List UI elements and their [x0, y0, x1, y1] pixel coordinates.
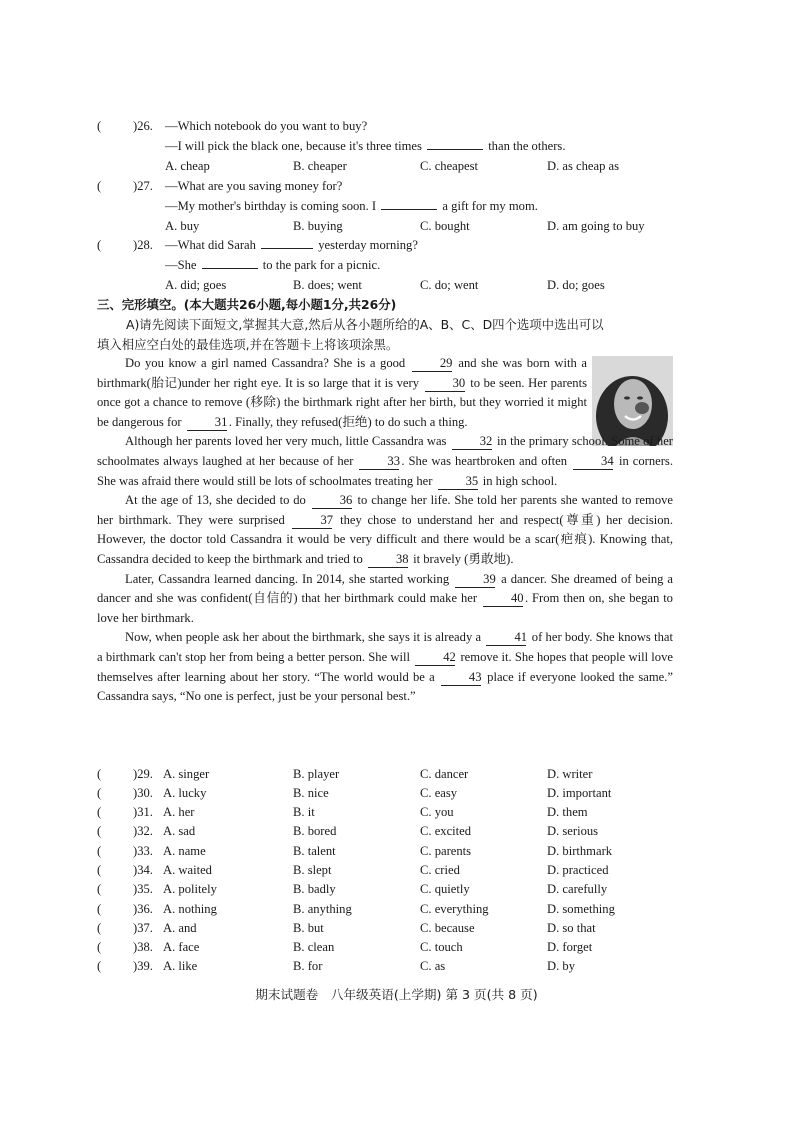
- option-b: B. badly: [293, 882, 336, 896]
- option-a: A. singer: [163, 767, 210, 781]
- option-a: A. waited: [163, 863, 212, 877]
- option-b: B. slept: [293, 863, 332, 877]
- answer-paren: (: [97, 882, 102, 896]
- question-line: —Which notebook do you want to buy?: [165, 119, 368, 133]
- exam-page: ( )26. —Which notebook do you want to buy? —I will pick the black one, because it's three times than the others. A. cheap B. cheaper C. cheapest D. as cheap as ( )27. —What are you saving money for? —My mother's birthday is coming soon. I a gift for my mom. A. buy B. buying C. bought D. am going to buy ( )28. —What did Sarah yesterday morning? —She to the park for a picnic. A. did; goes B. does; went C. do; went D. do; goes 三、完形填空。(本大题共26小题,每小题1分,共26分) A)请先阅读下面短文,掌握其大意,然后从各小题所给的A、B、C、D四个选项中选出可以 填入相应空白处的最佳选项,并在答题卡上将该项涂黑。 Do you know a girl named Cassandra? She is a good 29 and she was born with a birthmark(胎记)under her right eye. It is so large that it is very 30 to be seen. Her parents once got a chance to remove (移除) the birthmark right after her birth, but they worried it might be dangerous for 31. Finally, they refused(拒绝) to do such a thing. Although her parents loved her very much, little Cassandra was 32 in the primary school. Some of her schoolmates always laughed at her because of her 33. She was heartbroken and often 34 in corners. She was afraid there would still be lots of schoolmates treating her 35 in high school. At the age of 13, she decided to do 36 to change her life. She told her parents she wanted to remove her birthmark. They were surprised 37 they chose to understand her and respect(尊重) her decision. However, the doctor told Cassandra it would be very difficult and there would be a scar(疤痕). Knowing that, Cassandra decided to keep the birthmark and tried to 38 it bravely (勇敢地). Later, Cassandra learned dancing. In 2014, she started working 39 a dancer. She dreamed of being a dancer and she was confident(自信的) that her birthmark could make her 40. From then on, she began to love her birthmark. Now, when people ask her about the birthmark, she says it is already a 41 of her body. She knows that a birthmark can't stop her from being a better person. She will 42 remove it. She hopes that people will love themselves after learning about her story. “The world would be a 43 place if everyone looked the same.” Cassandra says, “No one is perfect, just be your personal best.” ( )29. A. singer B. player C. dancer D. writer ( )30. A. lucky B. nice C. easy D. important ( )31. A. her B. it C. you D. them ( )32. A. sad B. bored C. excited D. serious ( )33. A. name B. talent C. parents D. birthmark ( )34. A. waited B. slept C. cried D. practiced ( )35. A. politely B. badly C. quietly D. carefully ( )36. A. nothing B. anything C. everything D. something ( )37. A. and B. but C. because D. so that ( )38. A. face B. clean C. touch D. forget ( )39. A. like B. for C. as D. by 期末试题卷 八年级英语(上学期) 第 3 页(共 8 页): [0, 0, 793, 1123]
- blank-31: 31: [187, 415, 227, 431]
- blank-30: 30: [425, 376, 465, 392]
- question-text: —My mother's birthday is coming soon. I: [165, 199, 377, 213]
- question-line: —What are you saving money for?: [165, 179, 343, 193]
- page-footer: 期末试题卷 八年级英语(上学期) 第 3 页(共 8 页): [255, 987, 538, 1002]
- option-c: C. parents: [420, 844, 472, 858]
- blank-43: 43: [441, 670, 481, 686]
- option-b: B. player: [293, 767, 340, 781]
- option-d: D. them: [547, 805, 588, 819]
- paren-close: ): [133, 863, 138, 877]
- option-d: D. birthmark: [547, 844, 613, 858]
- answer-paren: (: [97, 863, 102, 877]
- answer-paren: (: [97, 238, 102, 252]
- question-number: 28: [137, 238, 150, 252]
- blank-41: 41: [486, 630, 526, 646]
- answer-paren: (: [97, 119, 102, 133]
- passage-paragraph: At the age of 13, she decided to do 36 to change her life. She told her parents she wanted to remove her birthmark. They were surprised 37 they chose to understand her and respect(尊重) her decision. However, the doctor told Cassandra it would be very difficult and there would be a scar(疤痕). Knowing that, Cassandra decided to keep the birthmark and tried to 38 it bravely (勇敢地).: [97, 493, 673, 566]
- paren-close: ): [133, 824, 138, 838]
- choice-number: 33: [137, 844, 150, 858]
- question-27-line2: [165, 197, 538, 215]
- answer-paren: (: [97, 902, 102, 916]
- option-b: B. does; went: [293, 278, 362, 292]
- option-b: B. cheaper: [293, 159, 347, 173]
- answer-blank: [202, 268, 258, 269]
- choice-number: 30: [137, 786, 150, 800]
- section-instruction-cont: 填入相应空白处的最佳选项,并在答题卡上将该项涂黑。: [97, 337, 399, 352]
- passage-paragraph: Do you know a girl named Cassandra? She is a good 29 and she was born with a birthmark(胎记)under her right eye. It is so large that it is very 30 to be seen. Her parents once got a chance to remove (移除) the birthmark right after her birth, but they worried it might be dangerous for 31. Finally, they refused(拒绝) to do such a thing.: [97, 356, 587, 429]
- blank-35: 35: [438, 474, 478, 490]
- option-c: C. quietly: [420, 882, 470, 896]
- paren-close: ): [133, 805, 138, 819]
- option-d: D. practiced: [547, 863, 609, 877]
- blank-32: 32: [452, 434, 492, 450]
- option-a: A. nothing: [163, 902, 217, 916]
- question-text: yesterday morning?: [318, 238, 418, 252]
- answer-paren: (: [97, 824, 102, 838]
- option-a: A. lucky: [163, 786, 207, 800]
- option-a: A. name: [163, 844, 206, 858]
- question-26-line2: [165, 137, 565, 155]
- option-a: A. did; goes: [165, 278, 227, 292]
- option-b: B. it: [293, 805, 315, 819]
- section-title: 三、完形填空。(本大题共26小题,每小题1分,共26分): [97, 297, 397, 312]
- option-b: B. but: [293, 921, 324, 935]
- option-a: A. buy: [165, 219, 200, 233]
- paren-close: ): [133, 119, 138, 133]
- blank-40: 40: [483, 591, 523, 607]
- option-d: D. am going to buy: [547, 219, 645, 233]
- option-a: A. politely: [163, 882, 217, 896]
- passage-paragraph: Although her parents loved her very much, little Cassandra was 32 in the primary school. Some of her schoolmates always laughed at her because of her 33. She was heartbroken and often 34 in corners. She was afraid there would still be lots of schoolmates treating her 35 in high school.: [97, 434, 673, 488]
- paren-close: ): [133, 238, 138, 252]
- blank-38: 38: [368, 552, 408, 568]
- option-c: C. dancer: [420, 767, 469, 781]
- option-d: D. as cheap as: [547, 159, 620, 173]
- question-text: than the others.: [488, 139, 566, 153]
- passage-paragraph: Now, when people ask her about the birthmark, she says it is already a 41 of her body. She knows that a birthmark can't stop her from being a better person. She will 42 remove it. She hopes that people will love themselves after learning about her story. “The world would be a 43 place if everyone looked the same.” Cassandra says, “No one is perfect, just be your personal best.”: [97, 630, 674, 704]
- option-b: B. clean: [293, 940, 335, 954]
- option-b: B. talent: [293, 844, 336, 858]
- paren-close: ): [133, 882, 138, 896]
- option-c: C. cried: [420, 863, 460, 877]
- answer-paren: (: [97, 959, 102, 973]
- question-28-line2: [165, 256, 380, 274]
- option-a: A. her: [163, 805, 195, 819]
- paren-close: ): [133, 940, 138, 954]
- paren-close: ): [133, 959, 138, 973]
- passage-paragraph: Later, Cassandra learned dancing. In 2014, she started working 39 a dancer. She dreamed of being a dancer and she was confident(自信的) that her birthmark could make her 40. From then on, she began to love her birthmark.: [97, 571, 673, 625]
- answer-paren: (: [97, 921, 102, 935]
- answer-paren: (: [97, 767, 102, 781]
- answer-paren: (: [97, 940, 102, 954]
- question-text: a gift for my mom.: [442, 199, 538, 213]
- paren-close: ): [133, 786, 138, 800]
- choice-number: 37: [137, 921, 150, 935]
- option-c: C. do; went: [420, 278, 479, 292]
- section-instruction: A)请先阅读下面短文,掌握其大意,然后从各小题所给的A、B、C、D四个选项中选出可以: [126, 317, 604, 332]
- option-b: B. buying: [293, 219, 343, 233]
- blank-29: 29: [412, 356, 452, 372]
- answer-paren: (: [97, 844, 102, 858]
- option-c: C. because: [420, 921, 475, 935]
- choice-number: 29: [137, 767, 150, 781]
- option-b: B. nice: [293, 786, 329, 800]
- answer-paren: (: [97, 805, 102, 819]
- option-a: A. and: [163, 921, 197, 935]
- option-d: D. so that: [547, 921, 596, 935]
- option-a: A. face: [163, 940, 200, 954]
- option-c: C. easy: [420, 786, 458, 800]
- option-b: B. bored: [293, 824, 337, 838]
- choice-number: 31: [137, 805, 150, 819]
- paren-close: ): [133, 902, 138, 916]
- option-b: B. anything: [293, 902, 352, 916]
- option-d: D. serious: [547, 824, 599, 838]
- option-d: D. by: [547, 959, 575, 973]
- blank-42: 42: [415, 650, 455, 666]
- choice-number: 36: [137, 902, 150, 916]
- option-c: C. bought: [420, 219, 470, 233]
- option-a: A. sad: [163, 824, 196, 838]
- answer-paren: (: [97, 786, 102, 800]
- question-text: to the park for a picnic.: [262, 258, 381, 272]
- paren-close: ): [133, 179, 138, 193]
- option-c: C. touch: [420, 940, 463, 954]
- question-number: 27: [137, 179, 150, 193]
- option-d: D. forget: [547, 940, 593, 954]
- blank-39: 39: [455, 572, 495, 588]
- option-d: D. important: [547, 786, 612, 800]
- question-text: —She: [165, 258, 197, 272]
- answer-blank: [427, 149, 483, 150]
- paren-close: ): [133, 921, 138, 935]
- option-c: C. excited: [420, 824, 472, 838]
- answer-blank: [261, 248, 313, 249]
- option-d: D. something: [547, 902, 615, 916]
- option-a: A. cheap: [165, 159, 210, 173]
- choice-number: 35: [137, 882, 150, 896]
- choice-number: 39: [137, 959, 150, 973]
- blank-36: 36: [312, 493, 352, 509]
- choice-number: 38: [137, 940, 150, 954]
- choice-number: 34: [137, 863, 150, 877]
- option-a: A. like: [163, 959, 198, 973]
- paren-close: ): [133, 767, 138, 781]
- option-d: D. writer: [547, 767, 593, 781]
- answer-paren: (: [97, 179, 102, 193]
- choice-number: 32: [137, 824, 150, 838]
- cloze-passage: [97, 354, 673, 707]
- option-d: D. carefully: [547, 882, 608, 896]
- question-number: 26: [137, 119, 150, 133]
- blank-37: 37: [292, 513, 332, 529]
- option-b: B. for: [293, 959, 323, 973]
- question-text: —I will pick the black one, because it's three times: [165, 139, 422, 153]
- option-c: C. as: [420, 959, 446, 973]
- option-c: C. everything: [420, 902, 489, 916]
- option-c: C. you: [420, 805, 454, 819]
- blank-34: 34: [573, 454, 613, 470]
- question-text: —What did Sarah: [165, 238, 256, 252]
- option-d: D. do; goes: [547, 278, 605, 292]
- option-c: C. cheapest: [420, 159, 479, 173]
- blank-33: 33: [359, 454, 399, 470]
- paren-close: ): [133, 844, 138, 858]
- answer-blank: [381, 209, 437, 210]
